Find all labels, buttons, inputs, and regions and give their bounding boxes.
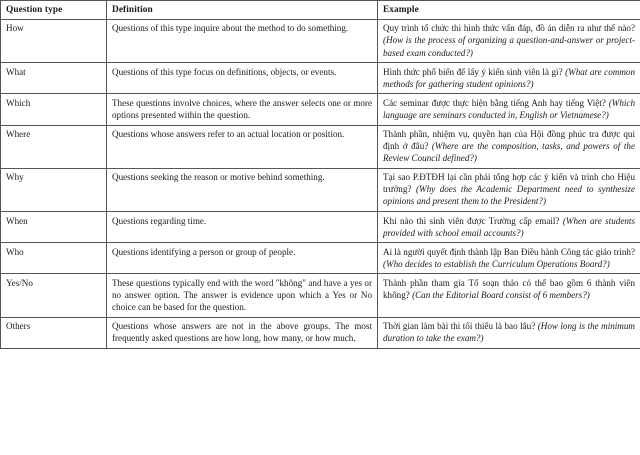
example-english-gloss: (How is the process of organizing a question-and-answer or project-based exam conducted?) xyxy=(383,35,635,58)
cell-definition: These questions typically end with the word "không" and have a yes or no answer option. The answer is evidence upon which a Yes or No choice can be based for the question. xyxy=(107,274,378,317)
cell-question-type: What xyxy=(1,63,107,94)
cell-example xyxy=(378,19,640,62)
example-vietnamese: Tại sao P.ĐTĐH lại cần phải tổng hợp các ý kiến và trình cho Hiệu trưởng? xyxy=(383,172,635,195)
example-english-gloss: (Can the Editorial Board consist of 6 members?) xyxy=(412,290,590,301)
cell-example xyxy=(378,63,640,94)
cell-example xyxy=(378,125,640,168)
table-row xyxy=(1,63,640,94)
table-row xyxy=(1,94,640,125)
cell-definition: Questions seeking the reason or motive behind something. xyxy=(107,168,378,211)
example-english-gloss: (Which language are seminars conducted in, English or Vietnamese?) xyxy=(383,97,635,120)
example-english-gloss: (What are common methods for gathering student opinions?) xyxy=(383,66,635,89)
column-header-question-type: Question type xyxy=(1,1,107,20)
table-row xyxy=(1,317,640,348)
example-vietnamese: Khi nào thì sinh viên được Trường cấp email? xyxy=(383,215,560,226)
example-english-gloss: (Who decides to establish the Curriculum Operations Board?) xyxy=(383,258,610,269)
cell-example xyxy=(378,317,640,348)
table-body xyxy=(1,19,640,348)
table-header xyxy=(1,1,640,20)
cell-question-type: Which xyxy=(1,94,107,125)
cell-definition: Questions whose answers refer to an actual location or position. xyxy=(107,125,378,168)
example-vietnamese: Thời gian làm bài thi tối thiểu là bao lâu? xyxy=(383,321,536,332)
example-vietnamese: Quy trình tổ chức thi hình thức vấn đáp, đồ án diễn ra như thế nào? xyxy=(383,23,635,34)
cell-definition: Questions identifying a person or group of people. xyxy=(107,243,378,274)
cell-question-type: Yes/No xyxy=(1,274,107,317)
example-vietnamese: Các seminar được thực hiện bằng tiếng Anh hay tiếng Việt? xyxy=(383,97,606,108)
cell-example xyxy=(378,168,640,211)
example-vietnamese: Thành phần, nhiệm vụ, quyền hạn của Hội đồng phúc tra được qui định ở đâu? xyxy=(383,129,635,152)
cell-definition: These questions involve choices, where the answer selects one or more options presented within the question. xyxy=(107,94,378,125)
example-vietnamese: Ai là người quyết định thành lập Ban Điều hành Công tác giáo trình? xyxy=(383,246,635,257)
cell-definition: Questions regarding time. xyxy=(107,212,378,243)
table-row xyxy=(1,125,640,168)
cell-question-type: Who xyxy=(1,243,107,274)
table-header-row xyxy=(1,1,640,20)
table-row xyxy=(1,243,640,274)
cell-example xyxy=(378,212,640,243)
example-english-gloss: (Where are the composition, tasks, and powers of the Review Council defined?) xyxy=(383,141,635,164)
cell-definition: Questions of this type focus on definitions, objects, or events. xyxy=(107,63,378,94)
cell-question-type: Where xyxy=(1,125,107,168)
cell-definition: Questions of this type inquire about the method to do something. xyxy=(107,19,378,62)
column-header-definition: Definition xyxy=(107,1,378,20)
example-english-gloss: (Why does the Academic Department need to synthesize opinions and present them to the President?) xyxy=(383,184,635,207)
column-header-example: Example xyxy=(378,1,640,20)
cell-question-type: Others xyxy=(1,317,107,348)
cell-example xyxy=(378,94,640,125)
example-english-gloss: (How long is the minimum duration to take the exam?) xyxy=(383,321,635,344)
cell-question-type: When xyxy=(1,212,107,243)
cell-question-type: Why xyxy=(1,168,107,211)
example-vietnamese: Thành phần tham gia Tổ soạn thảo có thể bao gồm 6 thành viên không? xyxy=(383,277,635,301)
example-english-gloss: (When are students provided with school email accounts?) xyxy=(383,215,635,238)
cell-question-type: How xyxy=(1,19,107,62)
cell-example xyxy=(378,274,640,317)
table-row xyxy=(1,168,640,211)
table-row xyxy=(1,274,640,317)
cell-example xyxy=(378,243,640,274)
example-vietnamese: Hình thức phổ biến để lấy ý kiến sinh viên là gì? xyxy=(383,66,563,77)
table-row xyxy=(1,212,640,243)
cell-definition: Questions whose answers are not in the above groups. The most frequently asked questions are how long, how many, or how much. xyxy=(107,317,378,348)
table-row xyxy=(1,19,640,62)
